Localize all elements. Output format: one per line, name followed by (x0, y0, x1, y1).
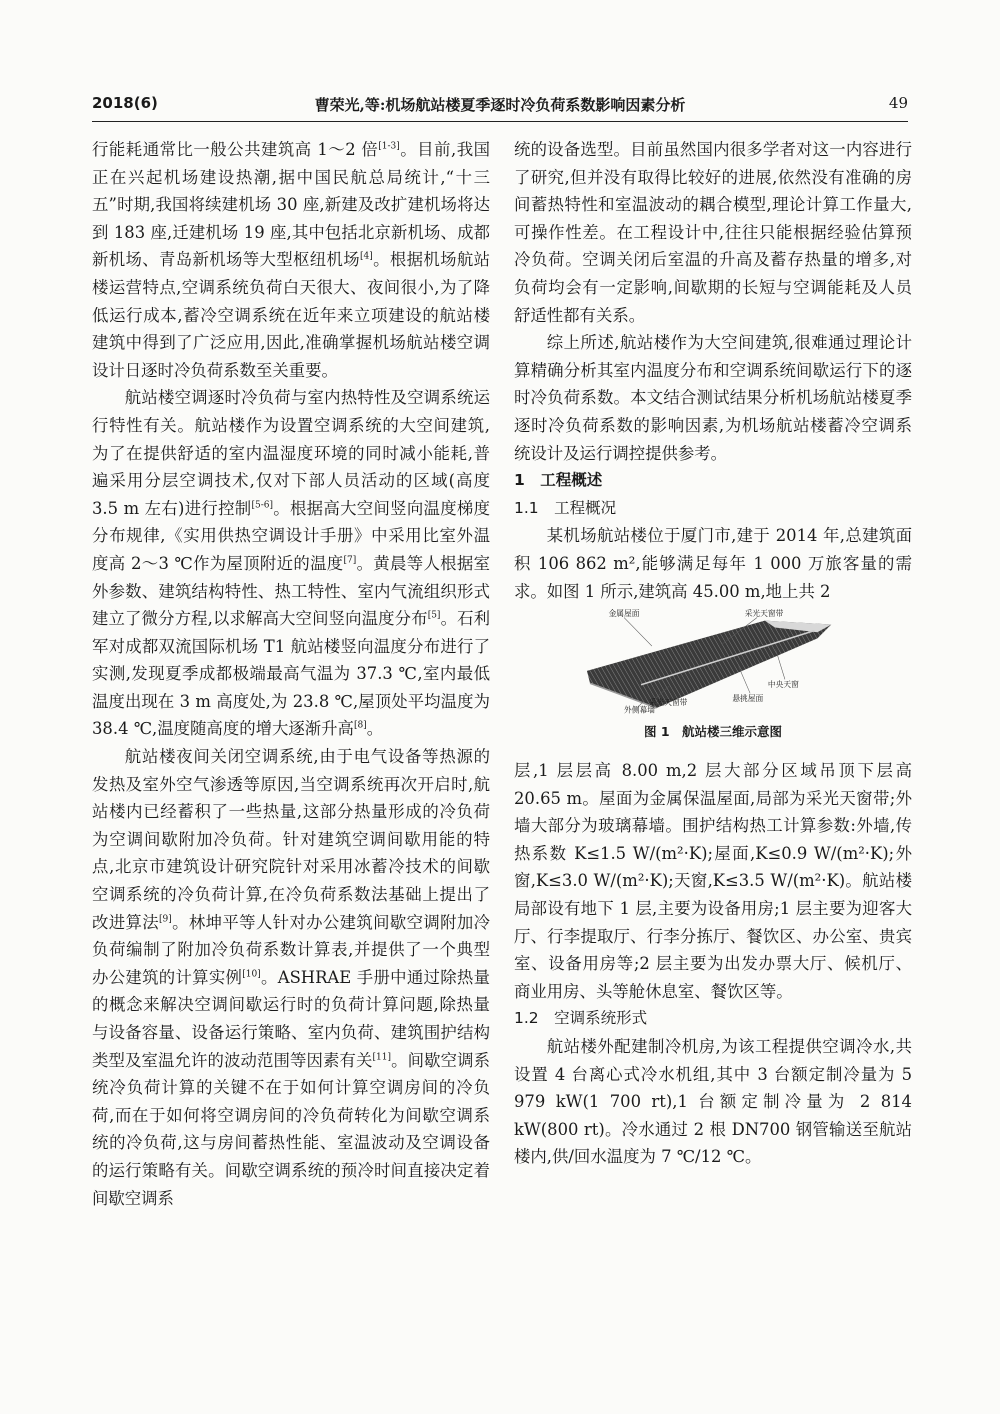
running-title: 曹荣光,等:机场航站楼夏季逐时冷负荷系数影响因素分析 (314, 96, 686, 114)
text-run: 。目前,我国正在兴起机场建设热潮,据中国民航总局统计,“十三五”时期,我国将续建机场 30 座,新建及改扩建机场将达到 183 座,迁建机场 19 座,其中包括北京新机场、成都新机场、青岛新机场等大型枢纽机场 (92, 140, 490, 270)
paragraph-intro-1 (92, 136, 490, 384)
citation: [4] (360, 251, 373, 262)
text-run: 。林坤平等人针对办公建筑间歇空调附加冷负荷编制了附加冷负荷系数计算表,并提供了一个典型办公建筑的计算实例 (92, 912, 490, 987)
leader-line (739, 666, 751, 693)
text-run: 。根据高大空间竖向温度梯度分布规律,《实用供热空调设计手册》中采用比室外温度高 2～3 ℃作为屋顶附近的温度 (92, 498, 490, 573)
text-run: 。间歇空调系统冷负荷计算的关键不在于如何计算空调房间的冷负荷,而在于如何将空调房间的冷负荷转化为间歇空调系统的冷负荷,这与房间蓄热性能、室温波动及空调设备的运行策略有关。间歇空调系统的预冷时间直接决定着间歇空调系 (92, 1050, 491, 1208)
paragraph-building-params: 层,1 层层高 8.00 m,2 层大部分区域吊顶下层高 20.65 m。屋面为金属保温屋面,局部为采光天窗带;外墙大部分为玻璃幕墙。围护结构热工计算参数:外墙,传热系数 K≤1.5 W/(m²·K);屋面,K≤0.9 W/(m²·K);外窗,K≤3.0 W/(m²·K);天窗,K≤3.5 W/(m²·K)。航站楼局部设有地下 1 层,主要为设备用房;1 层主要为迎客大厅、行李提取厅、行李分拣厅、餐饮区、办公室、贵宾室、设备用房等;2 层主要为出发办票大厅、候机厅、商业用房、头等舱休息室、餐饮区等。 (514, 761, 912, 1001)
text-run: 。黄晨等人根据室外参数、建筑结构特性、热工特性、室内气流组织形式建立了微分方程,以求解高大空间竖向温度分布 (92, 553, 490, 629)
paragraph-summary: 综上所述,航站楼作为大空间建筑,很难通过理论计算精确分析其室内温度分布和空调系统间歇运行下的逐时冷负荷系数。本文结合测试结果分析机场航站楼夏季逐时冷负荷系数的影响因素,为机场航站楼蓄冷空调系统设计及运行调控提供参考。 (514, 333, 912, 463)
text-run: 。根据机场航站楼运营特点,空调系统负荷白天很大、夜间很小,为了降低运行成本,蓄冷空调系统在近年来立项建设的航站楼建筑中得到了广泛应用,因此,准确掌握机场航站楼空调设计日逐时冷负荷系数至关重要。 (92, 250, 490, 380)
running-header (92, 94, 908, 118)
paragraph-hvac-system: 航站楼外配建制冷机房,为该工程提供空调冷水,共设置 4 台离心式冷水机组,其中 3 台额定制冷量为 5 979 kW(1 700 rt),1 台额定制冷量为 2 814 kW(800 rt)。冷水通过 2 根 DN700 钢管输送至航站楼内,供/回水温度为 7 ℃/12 ℃。 (514, 1037, 912, 1167)
journal-issue: 2018(6) (92, 94, 158, 112)
text-run: 。ASHRAE 手册中通过除热量的概念来解决空调间歇运行时的负荷计算问题,除热量与设备容量、设备运行策略、室内负荷、建筑围护结构类型及室温允许的波动范围等因素有关 (92, 967, 490, 1070)
figure-caption: 图 1 航站楼三维示意图 (643, 723, 783, 739)
right-column (514, 136, 912, 1171)
label-central-skylight: 中央天窗 (767, 680, 799, 690)
text-run: 航站楼夜间关闭空调系统,由于电气设备等热源的发热及室外空气渗透等原因,当空调系统再次开启时,航站楼内已经蓄积了一些热量,这部分热量形成的冷负荷为空调间歇附加冷负荷。针对建筑空调间歇用能的特点,北京市建筑设计研究院针对采用冰蓄冷技术的间歇空调系统的冷负荷计算,在冷负荷系数法基础上提出了改进算法 (92, 747, 490, 932)
section-heading-1: 1 工程概述 (514, 471, 603, 490)
subsection-heading-1-1: 1.1 工程概况 (514, 498, 617, 517)
label-metal-roof: 金属屋面 (608, 609, 640, 619)
text-run: 航站楼空调逐时冷负荷与室内热特性及空调系统运行特性有关。航站楼作为设置空调系统的大空间建筑,为了在提供舒适的室内温湿度环境的同时减小能耗,普遍采用分层空调技术,仅对下部人员活动的区域(高度 3.5 m 左右)进行控制 (92, 388, 490, 518)
citation: [7] (343, 555, 357, 566)
text-run: 。 (366, 719, 384, 739)
label-cantilever-roof: 悬挑屋面 (732, 694, 764, 704)
text-run: 行能耗通常比一般公共建筑高 1～2 倍 (92, 140, 379, 159)
page-number: 49 (888, 94, 908, 112)
label-skylight-band-top: 采光天窗带 (744, 609, 784, 619)
text-run: 。石利军对成都双流国际机场 T1 航站楼竖向温度分布进行了实测,发现夏季成都极端最高气温为 37.3 ℃,室内最低温度出现在 3 m 高度处,为 23.8 ℃,屋顶处平均温度为 38.4 ℃,温度随高度的增大逐渐升高 (92, 609, 490, 739)
paragraph-project-overview: 某机场航站楼位于厦门市,建于 2014 年,总建筑面积 106 862 m²,能够满足每年 1 000 万旅客量的需求。如图 1 所示,建筑高 45.00 m,地上共 2 (514, 526, 912, 601)
citation: [9] (159, 914, 172, 925)
paragraph-intro-3 (92, 743, 490, 1212)
figure-1 (514, 609, 912, 757)
leader-line (624, 618, 652, 647)
citation: [10] (242, 969, 261, 980)
paragraph-intro-2 (92, 384, 490, 743)
label-curtain-wall: 外侧幕墙 (624, 705, 655, 714)
citation: [11] (372, 1052, 391, 1063)
citation: [1-3] (378, 141, 400, 152)
citation: [8] (353, 721, 367, 731)
citation: [5-6] (251, 500, 273, 511)
paragraph-continued: 统的设备选型。目前虽然国内很多学者对这一内容进行了研究,但并没有取得比较好的进展,依然没有准确的房间蓄热特性和室温波动的耦合模型,理论计算工作量大,可操作性差。在工程设计中,往往只能根据经验估算预冷负荷。空调关闭后室温的升高及蓄存热量的增多,对负荷均会有一定影响,间歇期的长短与空调能耗及人员舒适性都有关系。 (514, 140, 912, 325)
header-rule (92, 121, 908, 122)
citation: [5] (427, 610, 441, 621)
subsection-heading-1-2: 1.2 空调系统形式 (514, 1009, 648, 1028)
terminal-3d-diagram (548, 609, 878, 713)
left-column (92, 136, 490, 1212)
label-skylight-band-bottom: 采光天窗带 (648, 697, 688, 707)
